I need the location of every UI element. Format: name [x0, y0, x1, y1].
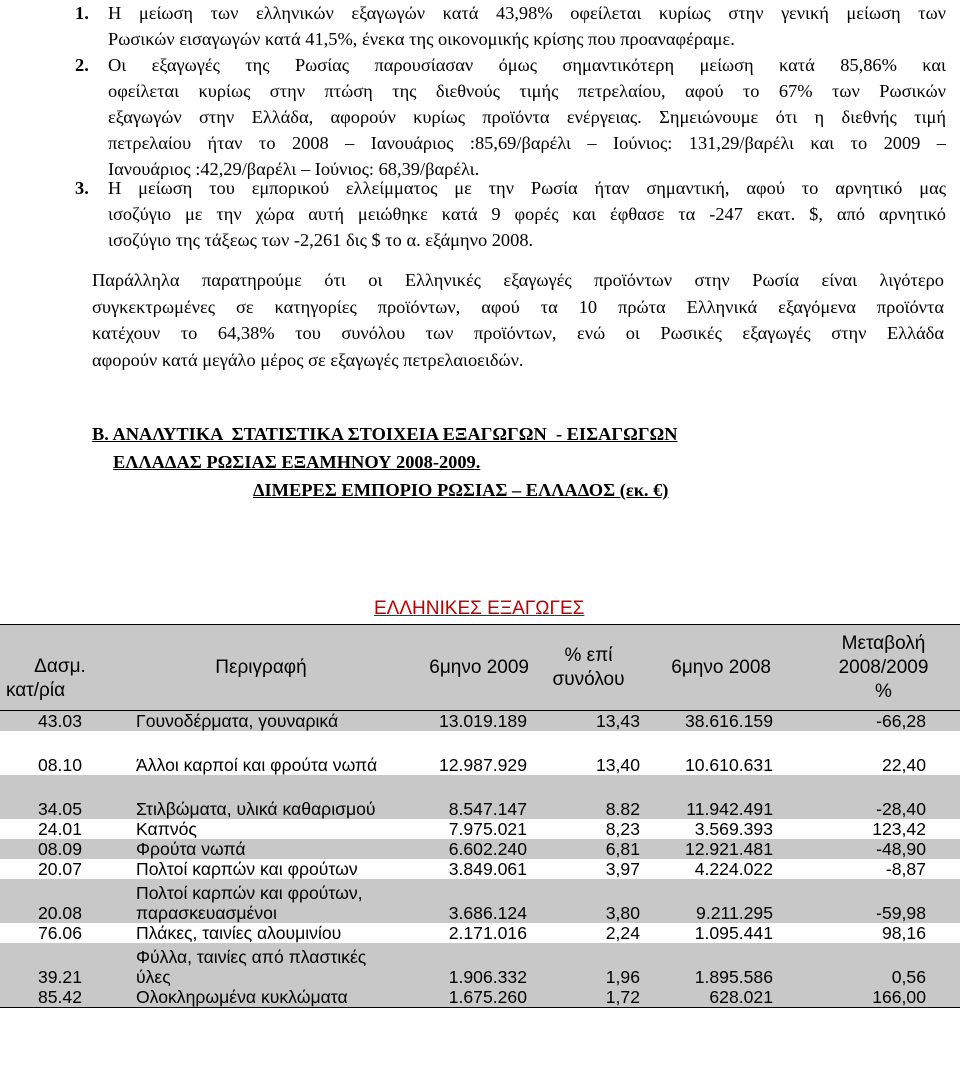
list-line: εξαγωγών στην Ελλάδα, αφορούν κυρίως προϊόντα ενέργειας. Σημειώνουμε ότι η διεθνής τιμή: [108, 107, 946, 127]
header-share-line-1: % επί: [564, 644, 613, 666]
cell-2009: 7.975.021: [448, 819, 527, 839]
cell-2009: 6.602.240: [448, 839, 527, 859]
cell-2009: 1.906.332: [448, 967, 527, 987]
paragraph-line: αφορούν κατά μεγάλο μέρος σε εξαγωγές πετρελαιοειδών.: [92, 349, 524, 370]
cell-change: 0,56: [891, 967, 926, 987]
cell-change: -66,28: [876, 711, 926, 731]
cell-share: 1,96: [605, 967, 640, 987]
header-change-line-1: Μεταβολή: [841, 632, 926, 654]
table-row: [0, 923, 960, 943]
header-code: [0, 625, 132, 711]
table-row: [0, 987, 960, 1008]
list-item-1: [0, 0, 960, 52]
cell-description: Πλάκες, ταινίες αλουμινίου: [136, 923, 342, 943]
list-item-3: [0, 175, 960, 253]
cell-2008: 4.224.022: [694, 859, 773, 879]
cell-2009: 1.675.260: [398, 987, 535, 1008]
cell-share: 13,43: [595, 711, 640, 731]
cell-change: -59,98: [876, 903, 926, 923]
cell-change: 98,16: [881, 923, 926, 943]
section-heading-line-3: ΔΙΜΕΡΕΣ ΕΜΠΟΡΙΟ ΡΩΣΙΑΣ – ΕΛΛΑΔΟΣ (εκ. €): [253, 480, 669, 500]
table-row: [0, 731, 960, 775]
cell-description: Πολτοί καρπών και φρούτων, παρασκευασμένοι: [136, 883, 363, 923]
list-line: ισοζύγιο της τάξεως των -2,261 δις $ το α. εξάμηνο 2008.: [108, 230, 534, 250]
cell-share: 8.82: [605, 799, 640, 819]
paragraph-line: συγκεκτρωμένες σε κατηγορίες προϊόντων, αφού τα 10 πρώτα Ελληνικά εξαγόμενα προϊόντα: [92, 296, 944, 317]
cell-2008: 1.095.441: [694, 923, 773, 943]
paragraph-line: Παράλληλα παρατηρούμε ότι οι Ελληνικές εξαγωγές προϊόντων στην Ρωσία είναι λιγότερο: [92, 270, 944, 290]
cell-change: -48,90: [876, 839, 926, 859]
header-2008: 6μηνο 2008: [671, 656, 771, 678]
cell-change: 166,00: [793, 987, 960, 1008]
table-row: [0, 775, 960, 819]
table-row: [0, 859, 960, 879]
cell-description: Φρούτα νωπά: [136, 839, 246, 859]
list-line: πετρελαίου ήταν το 2008 – Ιανουάριος :85,69/βαρέλι – Ιούνιος: 131,29/βαρέλι και το 2009 –: [108, 133, 946, 153]
cell-description: Πολτοί καρπών και φρούτων: [136, 859, 358, 879]
cell-code: 39.21: [37, 967, 82, 987]
list-number: 1.: [75, 3, 89, 23]
cell-description: Στιλβώματα, υλικά καθαρισμού: [136, 799, 376, 819]
cell-share: 1,72: [535, 987, 642, 1008]
cell-description: Φύλλα, ταινίες από πλαστικές ύλες: [136, 947, 367, 987]
section-heading-line-1: Β. ΑΝΑΛΥΤΙΚΑ ΣΤΑΤΙΣΤΙΚΑ ΣΤΟΙΧΕΙΑ ΕΞΑΓΩΓΩΝ - ΕΙΣΑΓΩΓΩΝ: [92, 424, 678, 444]
cell-code: 20.08: [37, 903, 82, 923]
cell-2008: 12.921.481: [684, 839, 773, 859]
body-paragraph: [92, 267, 944, 373]
table-row: [0, 879, 960, 923]
list-line: ισοζύγιο με την χώρα αυτή μειώθηκε κατά 9 φορές και έφθασε τα -247 εκατ. $, από αρνητικό: [108, 204, 946, 224]
table-row: [0, 943, 960, 987]
cell-2009: 8.547.147: [448, 799, 527, 819]
cell-2008: 1.895.586: [694, 967, 773, 987]
list-item-2: [0, 52, 960, 182]
cell-share: 3,80: [605, 903, 640, 923]
cell-change: -8,87: [885, 859, 926, 879]
cell-code: 76.06: [37, 923, 82, 943]
cell-share: 3,97: [605, 859, 640, 879]
cell-2009: 3.849.061: [448, 859, 527, 879]
cell-change: -28,40: [876, 799, 926, 819]
table-row: [0, 819, 960, 839]
header-description: Περιγραφή: [215, 656, 307, 678]
cell-change: 123,42: [872, 819, 926, 839]
cell-share: 13,40: [595, 755, 640, 775]
list-line: Ιανουάριος :42,29/βαρέλι – Ιούνιος: 68,39/βαρέλι.: [108, 159, 480, 179]
cell-code: 24.01: [37, 819, 82, 839]
cell-2009: 2.171.016: [448, 923, 527, 943]
list-line: Η μείωση του εμπορικού ελλείμματος με την Ρωσία ήταν σημαντική, αφού το αρνητικό μας: [108, 178, 946, 198]
cell-2009: 12.987.929: [438, 755, 527, 775]
cell-2008: 9.211.295: [696, 903, 773, 923]
table-title: ΕΛΛΗΝΙΚΕΣ ΕΞΑΓΩΓΕΣ: [374, 598, 585, 619]
header-change-line-2: 2008/2009: [838, 656, 929, 678]
cell-2008: 11.942.491: [686, 799, 773, 819]
header-change: [793, 625, 960, 711]
cell-code: 08.09: [37, 839, 82, 859]
list-number: 3.: [75, 178, 89, 198]
header-code-line-2: κατ/ρία: [6, 679, 66, 701]
list-line: Οι εξαγωγές της Ρωσίας παρουσίασαν όμως σημαντικότερη μείωση κατά 85,86% και: [108, 55, 946, 75]
cell-description: Άλλοι καρποί και φρούτα νωπά: [136, 755, 378, 775]
cell-2008: 10.610.631: [684, 755, 773, 775]
cell-code: 08.10: [37, 755, 82, 775]
list-line: Η μείωση των ελληνικών εξαγωγών κατά 43,98% οφείλεται κυρίως στην γενική μείωση των: [108, 3, 946, 23]
cell-share: 8,23: [605, 819, 640, 839]
cell-code: 34.05: [37, 799, 82, 819]
cell-change: 22,40: [881, 755, 926, 775]
cell-code: 20.07: [37, 859, 82, 879]
paragraph-line: κατέχουν το 64,38% του συνόλου των προϊόντων, ενώ οι Ρωσικές εξαγωγές στην Ελλάδα: [92, 323, 944, 343]
header-change-line-3: %: [875, 680, 892, 702]
cell-2009: 3.686.124: [448, 903, 527, 923]
cell-2008: 38.616.159: [684, 711, 773, 731]
cell-2009: 13.019.189: [438, 711, 527, 731]
cell-description: Καπνός: [136, 819, 197, 839]
cell-share: 6,81: [605, 839, 640, 859]
table-row: [0, 839, 960, 859]
cell-code: 85.42: [0, 987, 132, 1008]
table-row: [0, 711, 960, 732]
exports-table: [0, 624, 960, 1008]
cell-description: Γουνοδέρματα, γουναρικά: [136, 711, 339, 731]
header-share: [535, 625, 642, 711]
list-number: 2.: [75, 55, 89, 75]
cell-share: 2,24: [605, 923, 640, 943]
cell-code: 43.03: [37, 711, 82, 731]
list-line: Ρωσικών εισαγωγών κατά 41,5%, ένεκα της οικονομικής κρίσης που προαναφέραμε.: [108, 29, 735, 49]
cell-2008: 3.569.393: [694, 819, 773, 839]
header-code-line-1: Δασμ.: [34, 655, 86, 677]
table-header-row: [0, 625, 960, 711]
section-heading-line-2: ΕΛΛΑΔΑΣ ΡΩΣΙΑΣ ΕΞΑΜΗΝΟΥ 2008-2009.: [113, 452, 481, 472]
list-line: οφείλεται κυρίως στην πτώση της διεθνούς τιμής πετρελαίου, αφού το 67% των Ρωσικών: [108, 81, 946, 101]
header-2009: 6μηνο 2009: [429, 656, 529, 678]
cell-2008: 628.021: [642, 987, 793, 1008]
header-share-line-2: συνόλου: [552, 668, 625, 690]
cell-description: Ολοκληρωμένα κυκλώματα: [132, 987, 398, 1008]
